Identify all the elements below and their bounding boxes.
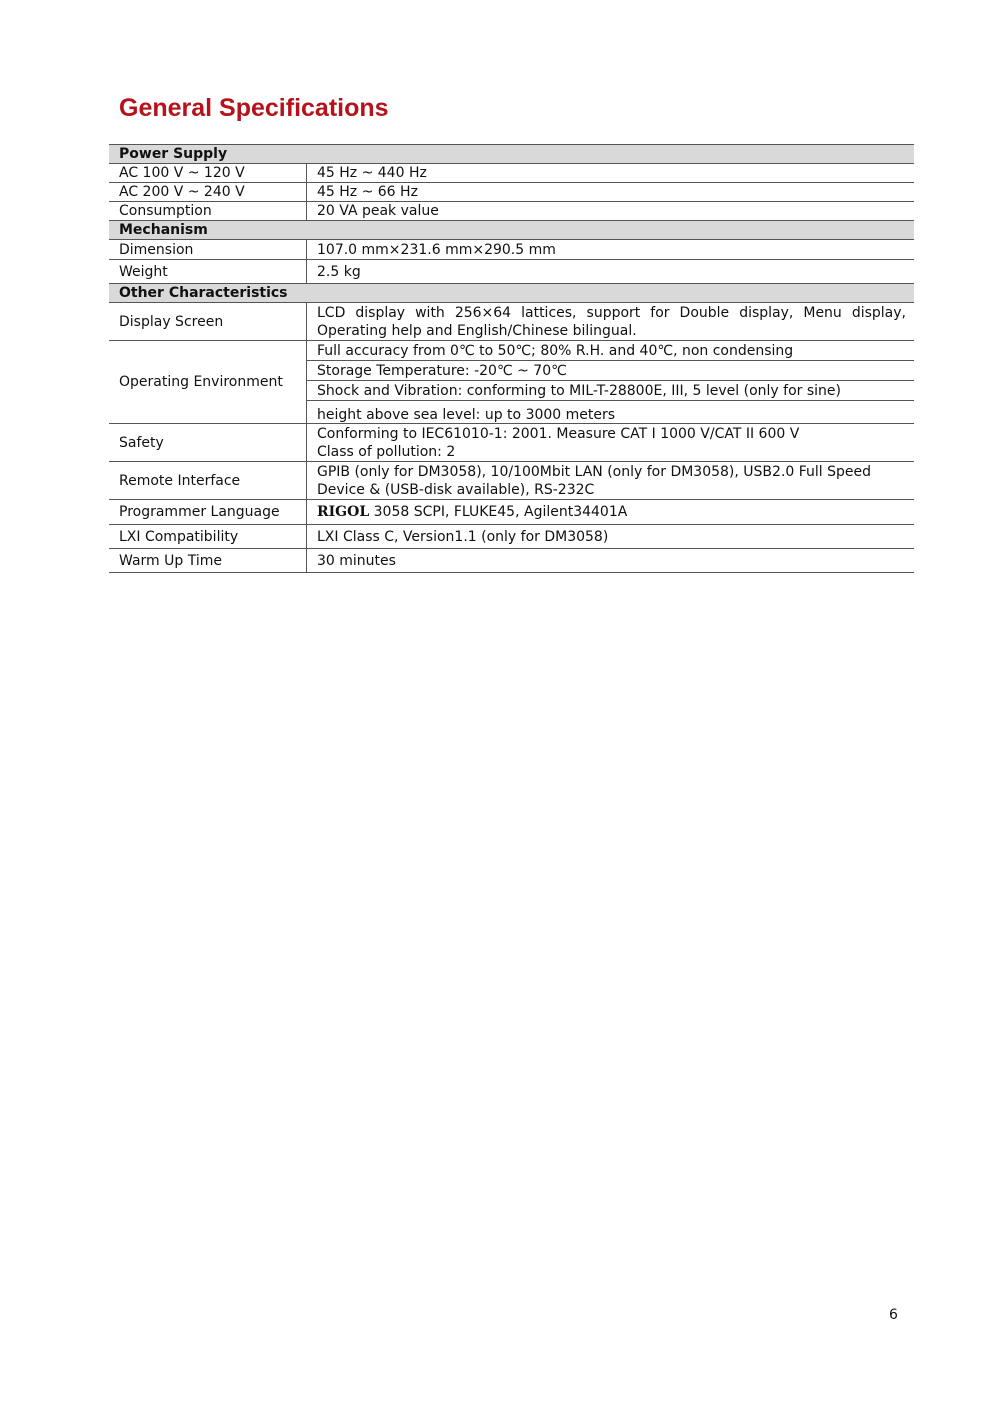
brand-name: RIGOL (317, 504, 370, 520)
row-value: 20 VA peak value (317, 203, 439, 219)
row-label: Consumption (109, 202, 307, 220)
specifications-table (109, 144, 914, 573)
row-label: LXI Compatibility (109, 525, 307, 548)
table-row-programmer-language (109, 500, 914, 525)
row-label: AC 200 V ~ 240 V (109, 183, 307, 201)
safety-line-1: Conforming to IEC61010-1: 2001. Measure CAT I 1000 V/CAT II 600 V (317, 426, 800, 442)
row-label: Warm Up Time (109, 549, 307, 572)
row-value: LXI Class C, Version1.1 (only for DM3058) (317, 528, 609, 545)
row-label: Programmer Language (109, 500, 307, 524)
page-title: General Specifications (119, 94, 389, 122)
row-value: 30 minutes (317, 552, 396, 569)
table-row-remote-interface (109, 462, 914, 500)
row-label: Dimension (109, 240, 307, 259)
row-values (307, 341, 914, 423)
page-number: 6 (889, 1307, 898, 1323)
row-value: LCD display with 256×64 lattices, support for Double display, Menu display, Operating help and English/Chinese bilingual. (317, 305, 906, 339)
row-label: Remote Interface (109, 462, 307, 499)
row-value: 45 Hz ~ 440 Hz (317, 165, 427, 181)
table-row (109, 202, 914, 221)
row-label: Display Screen (109, 303, 307, 340)
section-header-other-characteristics: Other Characteristics (109, 284, 914, 303)
table-row-safety (109, 424, 914, 462)
table-row-operating-environment (109, 341, 914, 424)
row-value: 45 Hz ~ 66 Hz (317, 184, 418, 200)
table-row-warm-up-time (109, 549, 914, 573)
row-label: AC 100 V ~ 120 V (109, 164, 307, 182)
table-row (109, 164, 914, 183)
row-value: GPIB (only for DM3058), 10/100Mbit LAN (only for DM3058), USB2.0 Full Speed Device & (USB-disk available), RS-232C (317, 464, 872, 498)
safety-line-2: Class of pollution: 2 (317, 444, 456, 460)
sub-value: Full accuracy from 0℃ to 50℃; 80% R.H. and 40℃, non condensing (307, 341, 914, 361)
programmer-language-list: 3058 SCPI, FLUKE45, Agilent34401A (369, 504, 628, 520)
row-value (307, 500, 914, 524)
table-row (109, 240, 914, 260)
row-label: Operating Environment (109, 341, 307, 423)
sub-value: Storage Temperature: -20℃ ~ 70℃ (307, 361, 914, 381)
sub-value: Shock and Vibration: conforming to MIL-T-28800E, III, 5 level (only for sine) (307, 381, 914, 401)
table-row (109, 183, 914, 202)
row-label: Safety (109, 424, 307, 461)
section-header-power-supply: Power Supply (109, 145, 914, 164)
sub-value: height above sea level: up to 3000 meters (317, 407, 616, 423)
section-header-mechanism: Mechanism (109, 221, 914, 240)
row-value: 2.5 kg (317, 263, 361, 280)
row-value (307, 424, 914, 461)
table-row-lxi-compatibility (109, 525, 914, 549)
row-value: 107.0 mm×231.6 mm×290.5 mm (317, 241, 556, 258)
row-label: Weight (109, 260, 307, 283)
table-row-display-screen (109, 303, 914, 341)
table-row (109, 260, 914, 284)
